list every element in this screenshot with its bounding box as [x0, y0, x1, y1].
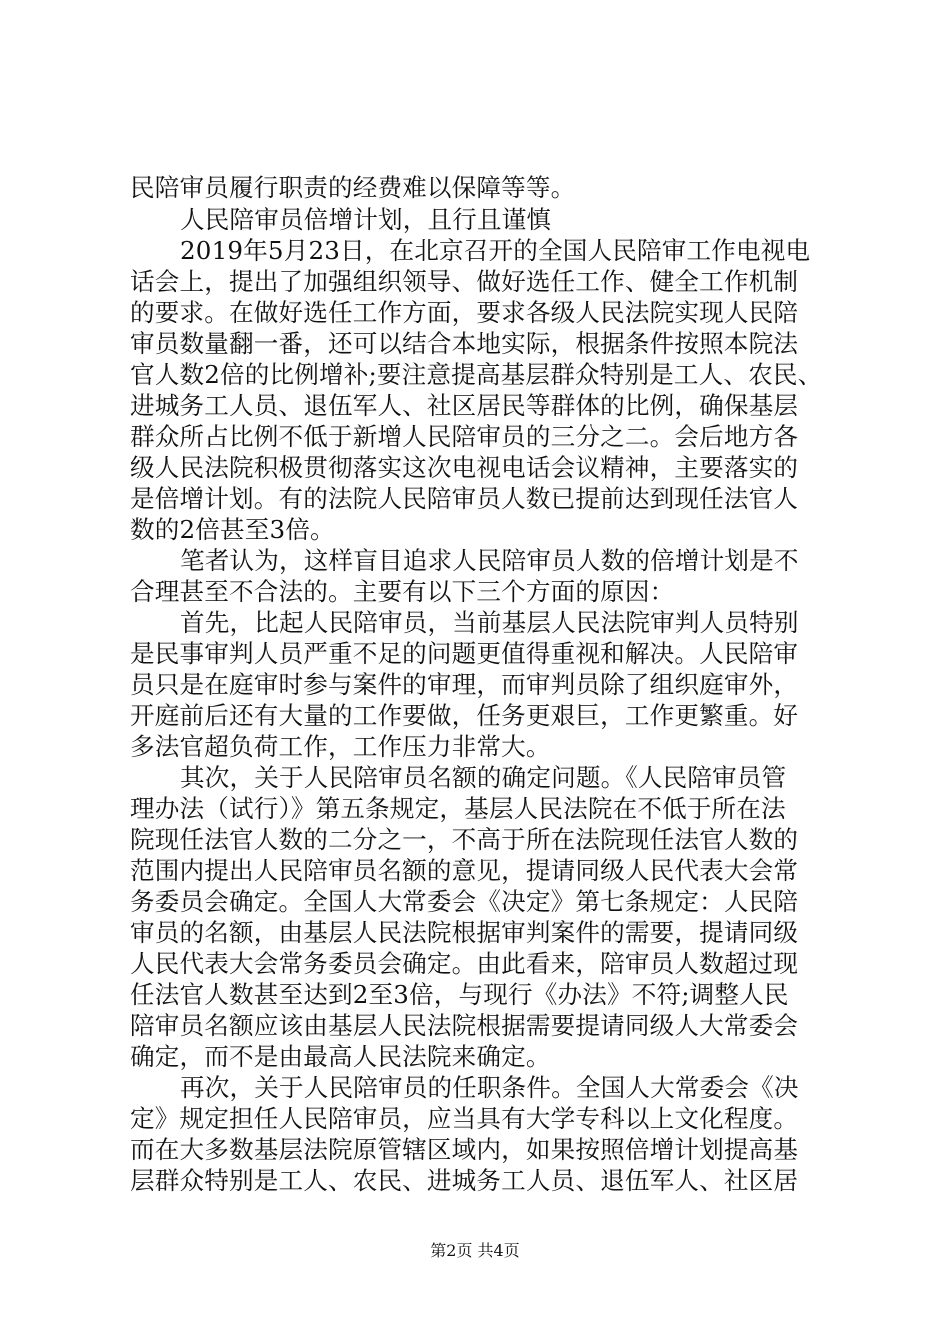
- body-text-line: 员只是在庭审时参与案件的审理，而审判员除了组织庭审外，: [130, 670, 799, 699]
- body-text-line: 审员数量翻一番，还可以结合本地实际，根据条件按照本院法: [130, 329, 799, 358]
- body-text-line: 群众所占比例不低于新增人民陪审员的三分之二。会后地方各: [130, 422, 799, 451]
- body-text-line: 合理甚至不合法的。主要有以下三个方面的原因：: [130, 577, 675, 606]
- body-text-line: 任法官人数甚至达到2至3倍，与现行《办法》不符;调整人民: [130, 980, 789, 1009]
- body-text-line: 而在大多数基层法院原管辖区域内，如果按照倍增计划提高基: [130, 1135, 799, 1164]
- body-text-line: 是倍增计划。有的法院人民陪审员人数已提前达到现任法官人: [130, 484, 799, 513]
- body-text-line: 的要求。在做好选任工作方面，要求各级人民法院实现人民陪: [130, 298, 799, 327]
- body-text-line: 官人数2倍的比例增补;要注意提高基层群众特别是工人、农民、: [130, 360, 823, 389]
- body-text-line: 院现任法官人数的二分之一，不高于所在法院现任法官人数的: [130, 825, 799, 854]
- body-text-line: 级人民法院积极贯彻落实这次电视电话会议精神，主要落实的: [130, 453, 799, 482]
- body-text-line: 进城务工人员、退伍军人、社区居民等群体的比例，确保基层: [130, 391, 799, 420]
- body-text-line: 再次，关于人民陪审员的任职条件。全国人大常委会《决: [180, 1073, 799, 1102]
- body-text-line: 务委员会确定。全国人大常委会《决定》第七条规定：人民陪: [130, 887, 799, 916]
- body-text-line: 审员的名额，由基层人民法院根据审判案件的需要，提请同级: [130, 918, 799, 947]
- body-text-line: 定》规定担任人民陪审员，应当具有大学专科以上文化程度。: [130, 1104, 799, 1133]
- body-text-line: 理办法（试行）》第五条规定，基层人民法院在不低于所在法: [130, 794, 786, 823]
- body-text-line: 数的2倍甚至3倍。: [130, 515, 335, 544]
- body-text-line: 2019年5月23日，在北京召开的全国人民陪审工作电视电: [180, 236, 811, 265]
- body-text-line: 陪审员名额应该由基层人民法院根据需要提请同级人大常委会: [130, 1011, 799, 1040]
- body-text-line: 首先，比起人民陪审员，当前基层人民法院审判人员特别: [180, 608, 799, 637]
- body-text-line: 话会上，提出了加强组织领导、做好选任工作、健全工作机制: [130, 267, 799, 296]
- body-text-line: 层群众特别是工人、农民、进城务工人员、退伍军人、社区居: [130, 1166, 799, 1195]
- body-text-line: 开庭前后还有大量的工作要做，任务更艰巨，工作更繁重。好: [130, 701, 799, 730]
- body-text-line: 人民代表大会常务委员会确定。由此看来，陪审员人数超过现: [130, 949, 799, 978]
- body-text-line: 确定，而不是由最高人民法院来确定。: [130, 1042, 551, 1071]
- body-text-line: 是民事审判人员严重不足的问题更值得重视和解决。人民陪审: [130, 639, 799, 668]
- body-text-line: 民陪审员履行职责的经费难以保障等等。: [130, 173, 576, 202]
- page-number-footer: 第2页 共4页: [430, 1241, 520, 1260]
- body-text-line: 其次，关于人民陪审员名额的确定问题。《人民陪审员管: [180, 763, 787, 792]
- body-text-line: 笔者认为，这样盲目追求人民陪审员人数的倍增计划是不: [180, 546, 799, 575]
- section-heading: 人民陪审员倍增计划，且行且谨慎: [180, 205, 552, 234]
- body-text-line: 多法官超负荷工作，工作压力非常大。: [130, 732, 551, 761]
- body-text-line: 范围内提出人民陪审员名额的意见，提请同级人民代表大会常: [130, 856, 799, 885]
